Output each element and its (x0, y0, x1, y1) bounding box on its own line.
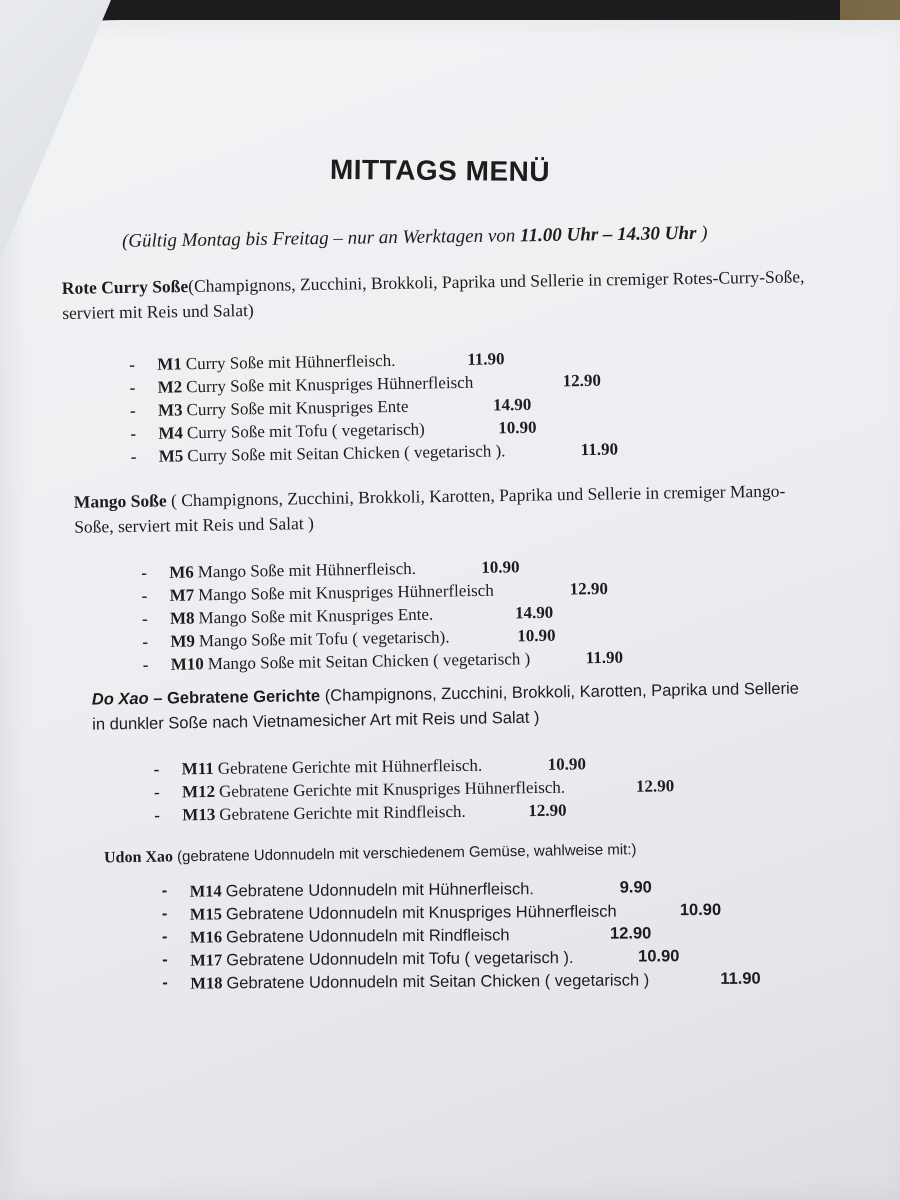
item-price: 10.90 (498, 417, 537, 438)
bullet: - (130, 424, 137, 444)
item-code: M7 (169, 585, 195, 605)
section-heading-mango (74, 478, 815, 540)
bullet: - (141, 563, 148, 583)
item-list-udon-xao (161, 876, 761, 994)
section-heading-rote-curry (62, 264, 823, 326)
item-code: M18 (190, 973, 223, 993)
bullet: - (142, 655, 149, 675)
bullet: - (130, 447, 137, 467)
bullet: - (141, 609, 148, 629)
item-code: M12 (181, 781, 216, 802)
section-name-italic: Do Xao (91, 689, 149, 709)
item-code: M1 (157, 354, 182, 374)
bullet: - (153, 759, 160, 779)
section-description: (gebratene Udonnudeln mit verschiedenem Gemüse, wahlweise mit:) (172, 841, 637, 866)
section-name: – Gebratene Gerichte (148, 687, 321, 708)
item-price: 11.90 (467, 349, 505, 369)
item-price: 11.90 (580, 439, 619, 460)
bullet: - (129, 355, 136, 375)
item-dish: Curry Soße mit Tofu ( vegetarisch) (186, 419, 425, 443)
item-price: 10.90 (481, 557, 520, 577)
bullet: - (154, 805, 161, 825)
item-dish: Gebratene Gerichte mit Rindfleisch. (219, 801, 466, 824)
item-price: 9.90 (619, 878, 652, 897)
validity-close: ) (696, 222, 708, 244)
item-dish: Gebratene Udonnudeln mit Hühnerfleisch. (225, 880, 535, 901)
item-dish: Curry Soße mit Seitan Chicken ( vegetarisch ). (187, 441, 506, 466)
item-dish: Curry Soße mit Hühnerfleisch. (185, 350, 396, 374)
list-item (161, 876, 652, 902)
menu-title: MITTAGS MENÜ (329, 153, 551, 188)
list-item (161, 899, 722, 925)
bullet: - (142, 632, 149, 652)
item-list-do-xao (153, 753, 675, 827)
section-description: (Champignons, Zucchini, Brokkoli, Karotten, Paprika und Sellerie in dunkler Soße nach Vietnamesicher Art mit Reis und Salat ) (92, 679, 799, 734)
bullet: - (161, 881, 168, 900)
item-code: M11 (181, 758, 214, 779)
bullet: - (141, 586, 148, 606)
item-price: 14.90 (514, 602, 554, 623)
item-code: M2 (157, 377, 183, 397)
item-dish: Mango Soße mit Tofu ( vegetarisch). (198, 627, 450, 651)
bullet: - (162, 973, 168, 992)
item-price: 11.90 (585, 647, 624, 668)
item-dish: Mango Soße mit Knuspriges Ente. (198, 604, 434, 628)
list-item (162, 945, 680, 971)
item-list-mango (141, 555, 624, 676)
item-price: 10.90 (638, 947, 680, 966)
section-heading-do-xao (92, 676, 813, 737)
item-dish: Mango Soße mit Seitan Chicken ( vegetarisch ) (207, 649, 531, 674)
list-item (130, 439, 619, 467)
bullet: - (129, 378, 136, 398)
list-item (154, 799, 567, 827)
item-price: 12.90 (562, 370, 602, 391)
section-name: Mango Soße (73, 490, 167, 512)
list-item (162, 968, 761, 994)
item-dish: Gebratene Udonnudeln mit Knuspriges Hühnerfleisch (225, 902, 617, 924)
item-code: M5 (158, 446, 184, 466)
bullet: - (162, 950, 168, 969)
item-code: M10 (170, 654, 204, 674)
section-description: ( Champignons, Zucchini, Brokkoli, Karotten, Paprika und Sellerie in cremiger Mango-Soße, serviert mit Reis und Salat ) (74, 480, 786, 537)
bullet: - (161, 927, 168, 946)
item-price: 10.90 (547, 754, 587, 774)
item-code: M9 (170, 631, 196, 651)
section-description: (Champignons, Zucchini, Brokkoli, Paprika und Sellerie in cremiger Rotes-Curry-Soße, serviert mit Reis und Salat) (62, 266, 805, 323)
item-dish: Mango Soße mit Hühnerfleisch. (197, 558, 417, 582)
bullet: - (161, 904, 168, 923)
item-price: 14.90 (492, 394, 532, 415)
item-code: M6 (169, 562, 194, 582)
list-item (161, 922, 652, 948)
bullet: - (129, 401, 136, 421)
item-dish: Gebratene Udonnudeln mit Tofu ( vegetarisch ). (226, 948, 574, 970)
item-dish: Gebratene Gerichte mit Hühnerfleisch. (217, 755, 483, 778)
item-dish: Mango Soße mit Knuspriges Hühnerfleisch (198, 580, 494, 605)
section-heading-udon-xao (104, 835, 804, 871)
validity-text: (Gültig Montag bis Freitag – nur an Werktagen von (121, 225, 521, 252)
item-dish: Curry Soße mit Knuspriges Hühnerfleisch (186, 372, 474, 397)
item-dish: Gebratene Udonnudeln mit Seitan Chicken ( vegetarisch ) (226, 971, 650, 993)
item-dish: Gebratene Gerichte mit Knuspriges Hühnerfleisch. (218, 777, 566, 801)
validity-hours: 11.00 Uhr – 14.30 Uhr (519, 222, 697, 247)
item-price: 12.90 (569, 578, 609, 599)
item-price: 12.90 (528, 800, 567, 821)
section-name: Rote Curry Soße (61, 275, 189, 298)
item-code: M15 (189, 904, 222, 924)
section-name: Udon Xao (103, 848, 174, 867)
item-price: 12.90 (635, 776, 675, 796)
item-dish: Curry Soße mit Knuspriges Ente (186, 396, 409, 420)
item-price: 10.90 (679, 900, 722, 920)
bullet: - (153, 782, 160, 802)
item-code: M13 (182, 804, 216, 825)
item-price: 11.90 (720, 969, 761, 988)
item-code: M8 (169, 608, 195, 628)
item-code: M3 (157, 400, 183, 420)
validity-note (122, 221, 822, 253)
item-code: M14 (189, 881, 222, 901)
item-code: M4 (158, 423, 184, 443)
item-list-rote-curry (129, 347, 619, 467)
item-price: 12.90 (609, 924, 652, 943)
item-dish: Gebratene Udonnudeln mit Rindfleisch (226, 926, 510, 947)
item-code: M17 (190, 950, 223, 970)
item-price: 10.90 (517, 625, 556, 646)
list-item (142, 647, 624, 676)
item-code: M16 (189, 927, 223, 947)
